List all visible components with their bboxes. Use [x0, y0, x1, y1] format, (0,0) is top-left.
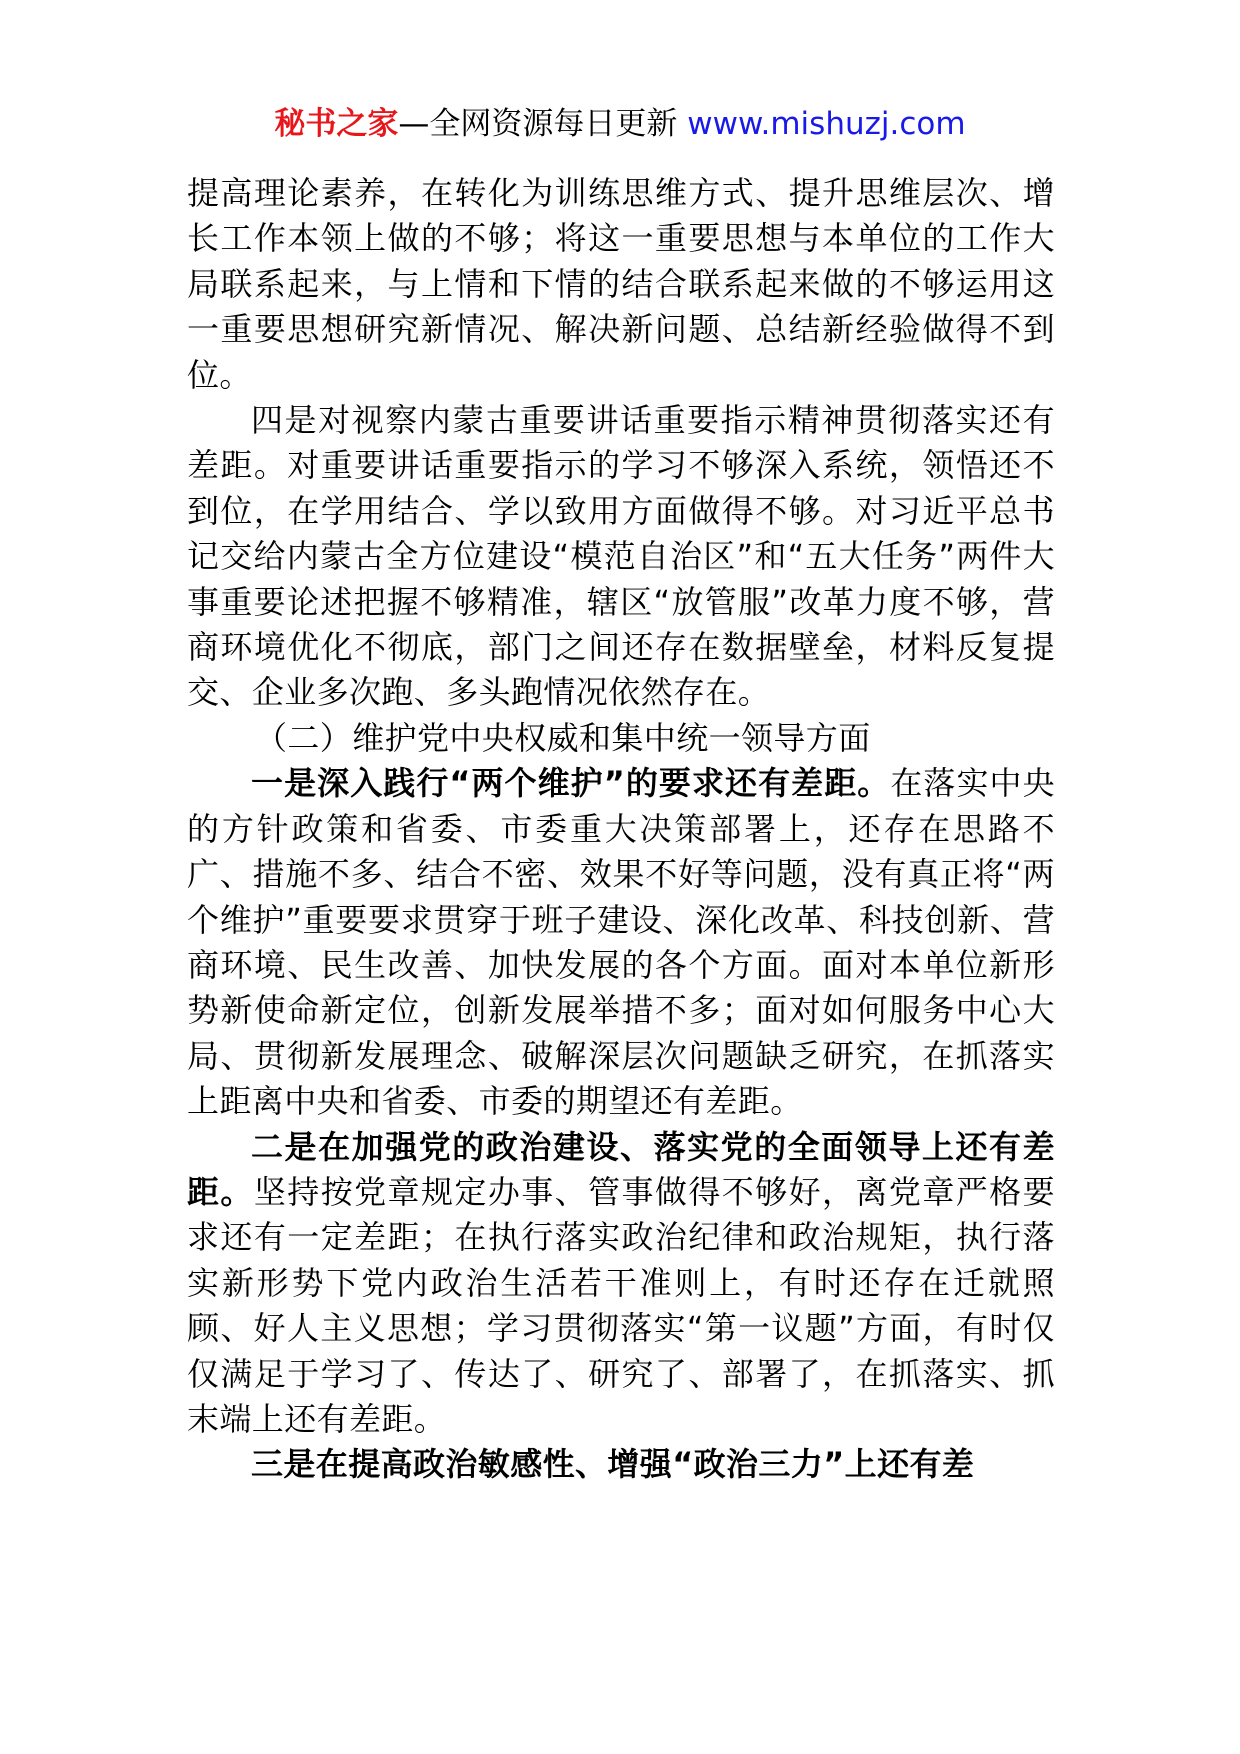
brand-name: 秘书之家: [274, 106, 399, 142]
document-body: [187, 171, 1055, 1488]
paragraph-point-three: [187, 1442, 1055, 1487]
paragraph-body-text: 在落实中央的方针政策和省委、市委重大决策部署上，还存在思路不广、措施不多、结合不密、效果不好等问题，没有真正将“两个维护”重要要求贯穿于班子建设、深化改革、科技创新、营商环境、民生改善、加快发展的各个方面。面对本单位新形势新使命新定位，创新发展举措不多；面对如何服务中心大局、贯彻新发展理念、破解深层次问题缺乏研究，在抓落实上距离中央和省委、市委的期望还有差距。: [187, 764, 1055, 1121]
website-url[interactable]: www.mishuzj.com: [687, 106, 966, 142]
paragraph-continuation: 提高理论素养，在转化为训练思维方式、提升思维层次、增长工作本领上做的不够；将这一重要思想与本单位的工作大局联系起来，与上情和下情的结合联系起来做的不够运用这一重要思想研究新情况、解决新问题、总结新经验做得不到位。: [187, 174, 1055, 394]
paragraph-lead-sentence: 三是在提高政治敏感性、增强“政治三力”上还有差: [251, 1445, 975, 1484]
paragraph-lead-sentence: 一是深入践行“两个维护”的要求还有差距。: [251, 764, 891, 803]
header-tagline: —全网资源每日更新: [398, 106, 678, 142]
section-heading-two: （二）维护党中央权威和集中统一领导方面: [255, 718, 871, 757]
site-header-banner: [0, 102, 1240, 146]
paragraph-lead-sentence: 二是在加强党的政治建设、落实党的全面领导上还有差距。: [187, 1127, 1055, 1211]
paragraph-body-text: 坚持按党章规定办事、管事做得不够好，离党章严格要求还有一定差距；在执行落实政治纪律和政治规矩，执行落实新形势下党内政治生活若干准则上，有时还存在迁就照顾、好人主义思想；学习贯彻落实“第一议题”方面，有时仅仅满足于学习了、传达了、研究了、部署了，在抓落实、抓末端上还有差距。: [187, 1172, 1055, 1438]
paragraph-point-one: [187, 761, 1055, 1124]
paragraph-point-four: 四是对视察内蒙古重要讲话重要指示精神贯彻落实还有差距。对重要讲话重要指示的学习不够深入系统，领悟还不到位，在学用结合、学以致用方面做得不够。对习近平总书记交给内蒙古全方位建设“模范自治区”和“五大任务”两件大事重要论述把握不够精准，辖区“放管服”改革力度不够，营商环境优化不彻底，部门之间还存在数据壁垒，材料反复提交、企业多次跑、多头跑情况依然存在。: [187, 401, 1055, 712]
paragraph-point-two: [187, 1125, 1055, 1443]
